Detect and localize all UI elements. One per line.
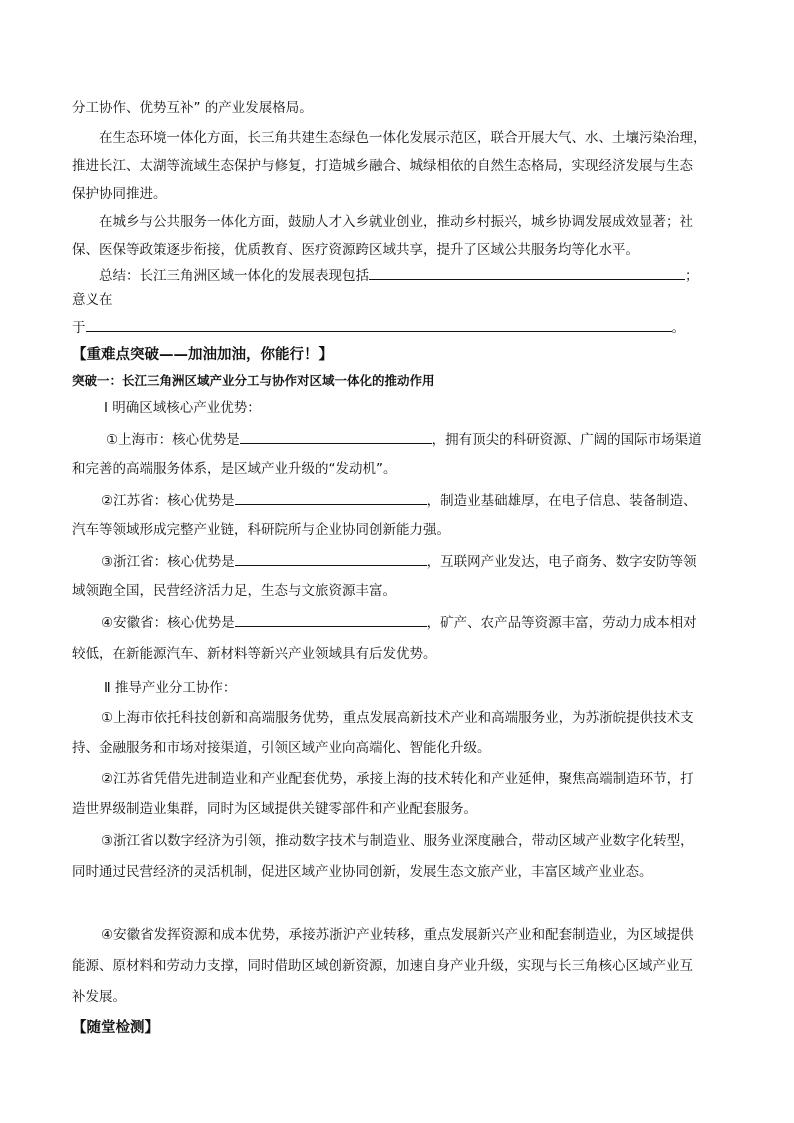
- text-line: 和完善的高端服务体系，是区域产业升级的“发动机”。: [72, 461, 397, 477]
- answer-blank-anhui[interactable]: [235, 612, 427, 627]
- zhejiang-line: [101, 551, 697, 572]
- anhui-line: [101, 612, 697, 633]
- significance-line: [72, 317, 685, 338]
- answer-blank-zhejiang[interactable]: [235, 551, 427, 566]
- significance-prompt: 于: [72, 320, 86, 336]
- text-line: 保、医保等政策逐步衔接，优质教育、医疗资源跨区域共享，提升了区域公共服务均等化水平。: [72, 242, 639, 258]
- shanghai-desc: ，拥有顶尖的科研资源、广阔的国际市场渠道: [431, 432, 702, 448]
- text-line: 在城乡与公共服务一体化方面，鼓励人才入乡就业创业，推动乡村振兴，城乡协调发展成效显著；社: [99, 214, 693, 230]
- zhejiang-prompt: ③浙江省：核心优势是: [101, 554, 235, 570]
- answer-blank-expression[interactable]: [369, 265, 685, 280]
- text-line: 意义在: [72, 292, 113, 308]
- answer-blank-jiangsu[interactable]: [235, 490, 427, 505]
- text-line: 保护协同推进。: [72, 186, 167, 202]
- text-line: 同时通过民营经济的灵活机制，促进区域产业协同创新，发展生态文旅产业，丰富区域产业业态。: [72, 864, 653, 880]
- text-line: 造世界级制造业集群，同时为区域提供关键零部件和产业配套服务。: [72, 801, 477, 817]
- text-line: ①上海市依托科技创新和高端服务优势，重点发展高新技术产业和高端服务业，为苏浙皖提供技术支: [101, 710, 694, 726]
- section-heading: 【重难点突破——加油加油，你能行！】: [72, 347, 333, 363]
- summary-prompt: 总结：长江三角洲区域一体化的发展表现包括: [99, 268, 369, 284]
- text-line: 域领跑全国，民营经济活力足，生态与文旅资源丰富。: [72, 583, 396, 599]
- text-line: 推进长江、太湖等流域生态保护与修复，打造城乡融合、城绿相依的自然生态格局，实现经济发展与生态: [72, 158, 693, 174]
- text-line: 补发展。: [72, 989, 126, 1005]
- step-heading: Ⅱ 推导产业分工协作：: [104, 680, 237, 696]
- section-heading: 【随堂检测】: [72, 1020, 159, 1036]
- text-line: ④安徽省发挥资源和成本优势，承接苏浙沪产业转移，重点发展新兴产业和配套制造业，为区域提供: [101, 927, 694, 943]
- shanghai-prompt: ①上海市：核心优势是: [106, 432, 240, 448]
- summary-line: [99, 265, 699, 286]
- subsection-heading: 突破一：长江三角洲区域产业分工与协作对区域一体化的推动作用: [72, 373, 435, 388]
- zhejiang-desc: ，互联网产业发达，电子商务、数字安防等领: [426, 554, 697, 570]
- shanghai-line: [106, 429, 702, 450]
- anhui-desc: ，矿产、农产品等资源丰富，劳动力成本相对: [426, 615, 697, 631]
- punctuation: ；: [685, 268, 699, 284]
- jiangsu-line: [101, 490, 697, 511]
- text-line: 汽车等领域形成完整产业链，科研院所与企业协同创新能力强。: [72, 522, 450, 538]
- anhui-prompt: ④安徽省：核心优势是: [101, 615, 235, 631]
- text-line: 能源、原材料和劳动力支撑，同时借助区域创新资源，加速自身产业升级，实现与长三角核心区域产业互: [72, 958, 693, 974]
- text-line: 在生态环境一体化方面，长三角共建生态绿色一体化发展示范区，联合开展大气、水、土壤污染治理，: [99, 130, 707, 146]
- step-heading: Ⅰ 明确区域核心产业优势：: [104, 400, 261, 416]
- text-line: 较低，在新能源汽车、新材料等新兴产业领域具有后发优势。: [72, 646, 437, 662]
- answer-blank-significance[interactable]: [86, 317, 672, 332]
- text-line: 分工协作、优势互补” 的产业发展格局。: [72, 100, 313, 116]
- text-line: ③浙江省以数字经济为引领，推动数字技术与制造业、服务业深度融合，带动区域产业数字化转型，: [101, 833, 694, 849]
- text-line: 持、金融服务和市场对接渠道，引领区域产业向高端化、智能化升级。: [72, 740, 491, 756]
- punctuation: 。: [671, 320, 685, 336]
- jiangsu-desc: ，制造业基础雄厚，在电子信息、装备制造、: [426, 493, 697, 509]
- text-line: ②江苏省凭借先进制造业和产业配套优势，承接上海的技术转化和产业延伸，聚焦高端制造环节，打: [101, 771, 694, 787]
- answer-blank-shanghai[interactable]: [240, 429, 432, 444]
- jiangsu-prompt: ②江苏省：核心优势是: [101, 493, 235, 509]
